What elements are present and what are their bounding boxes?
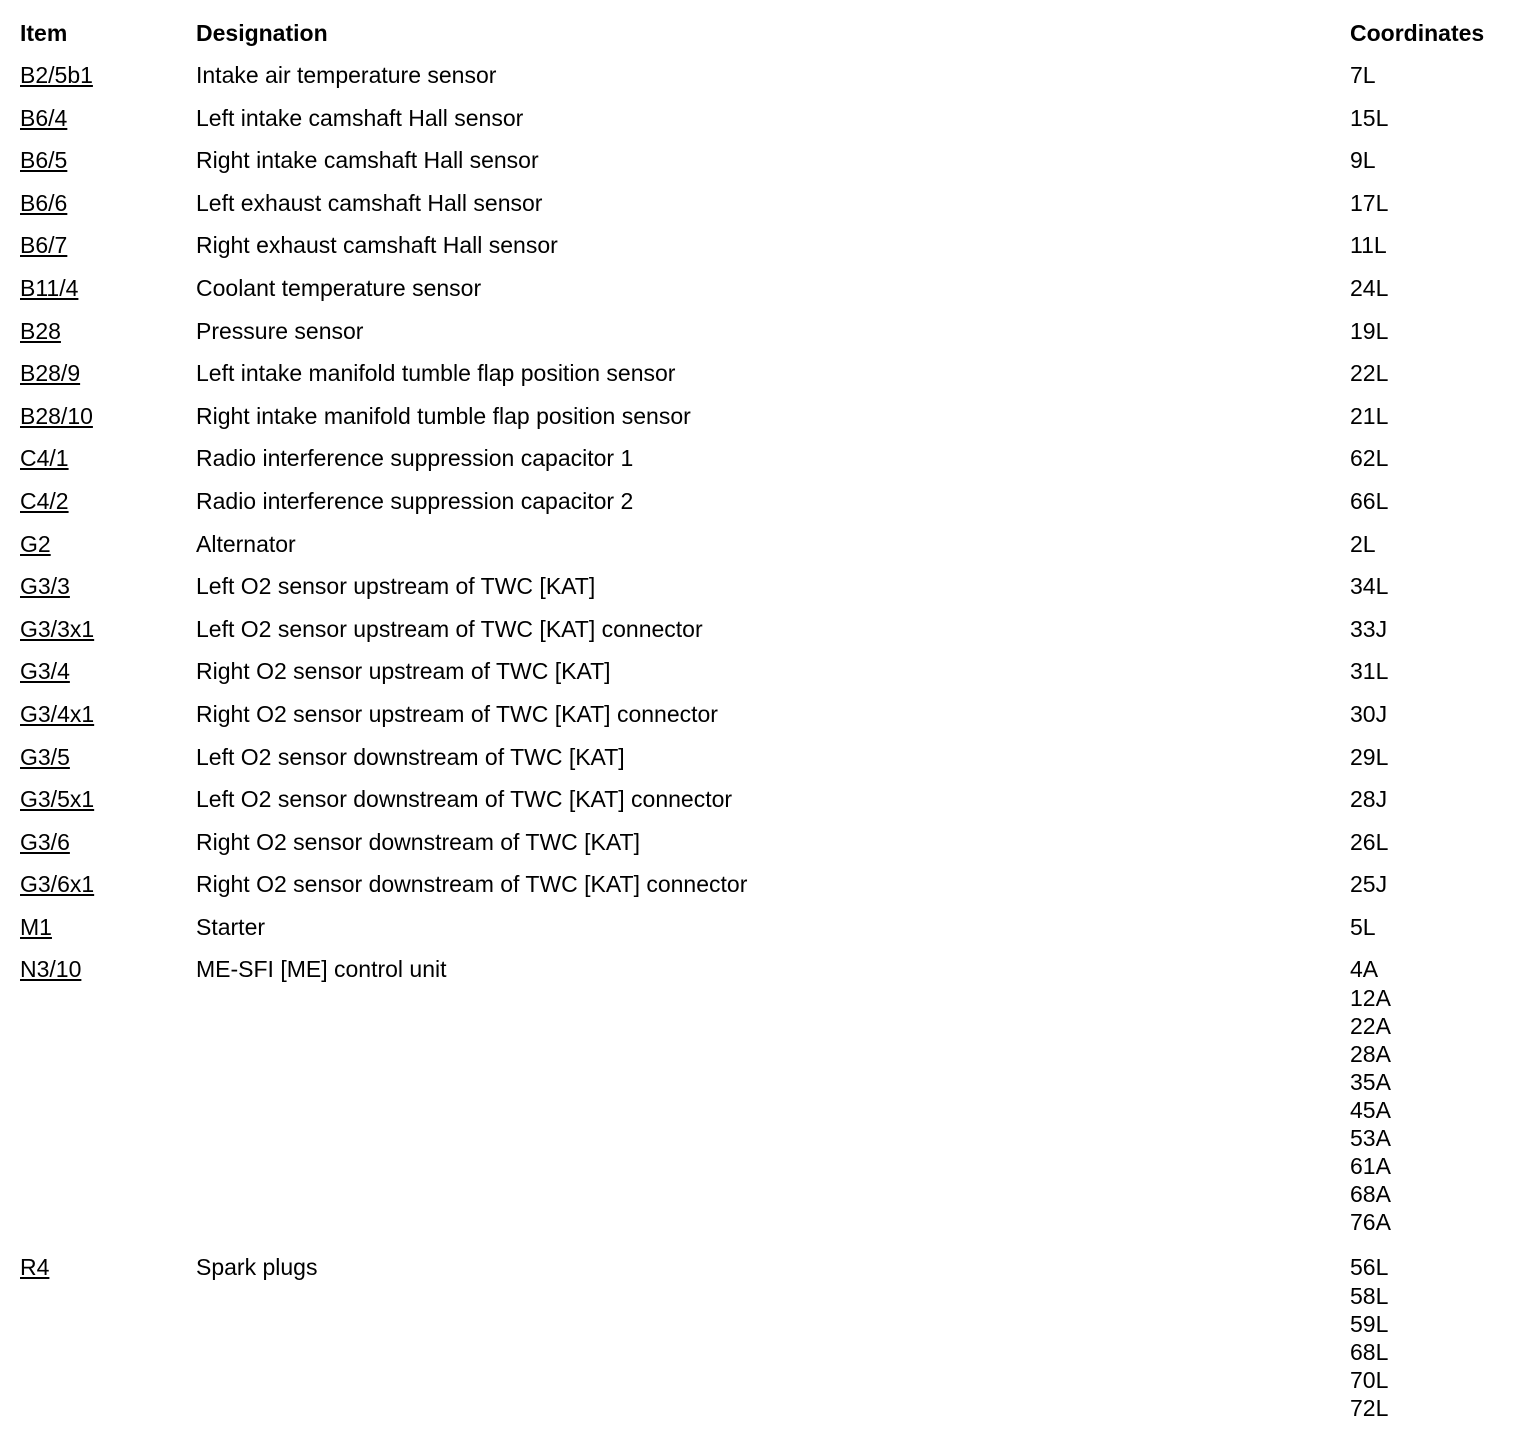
designation-text: ME-SFI [ME] control unit <box>196 956 447 983</box>
coordinates-cell <box>1350 358 1388 388</box>
table-row <box>0 401 1520 444</box>
coordinate-value: 22A <box>1350 1013 1391 1040</box>
designation-text: Left O2 sensor downstream of TWC [KAT] <box>196 743 625 770</box>
coordinate-value: 45A <box>1350 1097 1391 1124</box>
table-row <box>0 614 1520 657</box>
designation-text: Right O2 sensor downstream of TWC [KAT] connector <box>196 871 748 898</box>
designation-text: Left intake camshaft Hall sensor <box>196 104 524 131</box>
designation-text: Left O2 sensor upstream of TWC [KAT] <box>196 573 596 600</box>
coordinate-value: 24L <box>1350 274 1389 301</box>
coordinates-cell <box>1350 954 1391 1236</box>
table-row <box>0 571 1520 614</box>
coordinate-value: 22L <box>1350 360 1389 387</box>
item-link[interactable]: G3/5 <box>20 743 70 770</box>
coordinates-cell <box>1350 869 1387 899</box>
coordinates-cell <box>1350 316 1388 346</box>
table-row <box>0 656 1520 699</box>
coordinate-value: 9L <box>1350 147 1376 174</box>
coordinates-cell <box>1350 188 1388 218</box>
table-row <box>0 869 1520 912</box>
item-link[interactable]: R4 <box>20 1254 50 1281</box>
coordinate-value: 4A <box>1350 956 1379 983</box>
item-link[interactable]: C4/1 <box>20 445 69 472</box>
table-row <box>0 230 1520 273</box>
header-item: Item <box>20 20 68 46</box>
item-link[interactable]: G3/5x1 <box>20 786 95 813</box>
table-row <box>0 784 1520 827</box>
designation-text: Left O2 sensor upstream of TWC [KAT] connector <box>196 615 703 642</box>
coordinates-cell <box>1350 1252 1388 1422</box>
designation-text: Left exhaust camshaft Hall sensor <box>196 189 543 216</box>
coordinates-cell <box>1350 273 1388 303</box>
table-row <box>0 529 1520 572</box>
table-row <box>0 103 1520 146</box>
designation-text: Right intake camshaft Hall sensor <box>196 147 539 174</box>
coordinate-value: 28J <box>1350 786 1388 813</box>
table-header <box>0 18 1520 48</box>
coordinate-value: 35A <box>1350 1069 1391 1096</box>
table-row <box>0 60 1520 103</box>
item-link[interactable]: B28/9 <box>20 360 81 387</box>
designation-text: Left O2 sensor downstream of TWC [KAT] connector <box>196 786 733 813</box>
coordinate-value: 5L <box>1350 913 1376 940</box>
coordinate-value: 29L <box>1350 743 1389 770</box>
designation-text: Radio interference suppression capacitor 1 <box>196 445 634 472</box>
coordinates-cell <box>1350 827 1388 857</box>
table-row <box>0 827 1520 870</box>
coordinates-cell <box>1350 401 1388 431</box>
coordinate-value: 21L <box>1350 402 1389 429</box>
designation-text: Intake air temperature sensor <box>196 62 497 88</box>
table-row <box>0 145 1520 188</box>
coordinates-cell <box>1350 486 1388 516</box>
designation-text: Coolant temperature sensor <box>196 274 482 301</box>
coordinate-value: 58L <box>1350 1283 1389 1310</box>
designation-text: Starter <box>196 913 266 940</box>
coordinate-value: 33J <box>1350 615 1388 642</box>
coordinate-value: 7L <box>1350 62 1376 88</box>
table-row <box>0 358 1520 401</box>
coordinate-value: 56L <box>1350 1254 1389 1281</box>
coordinate-value: 61A <box>1350 1153 1391 1180</box>
item-link[interactable]: G3/3x1 <box>20 615 95 642</box>
coordinate-value: 12A <box>1350 985 1391 1012</box>
coordinates-cell <box>1350 571 1388 601</box>
coordinates-cell <box>1350 784 1387 814</box>
coordinate-value: 17L <box>1350 189 1389 216</box>
item-link[interactable]: G3/6 <box>20 828 70 855</box>
item-link[interactable]: B2/5b1 <box>20 62 93 88</box>
coordinate-value: 25J <box>1350 871 1388 898</box>
coordinate-value: 31L <box>1350 658 1389 685</box>
item-link[interactable]: N3/10 <box>20 956 82 983</box>
item-link[interactable]: M1 <box>20 913 52 940</box>
coordinates-cell <box>1350 656 1388 686</box>
header-designation: Designation <box>196 20 328 46</box>
coordinate-value: 68L <box>1350 1339 1389 1366</box>
table-body <box>0 60 1520 1438</box>
coordinate-value: 15L <box>1350 104 1389 131</box>
table-row <box>0 954 1520 1252</box>
item-link[interactable]: G3/3 <box>20 573 70 600</box>
coordinates-cell <box>1350 443 1388 473</box>
coordinate-value: 11L <box>1350 232 1387 259</box>
designation-text: Radio interference suppression capacitor 2 <box>196 487 634 514</box>
coordinate-value: 2L <box>1350 530 1376 557</box>
coordinates-cell <box>1350 230 1387 260</box>
table-row <box>0 443 1520 486</box>
item-link[interactable]: B28 <box>20 317 61 344</box>
designation-text: Right exhaust camshaft Hall sensor <box>196 232 558 259</box>
designation-text: Alternator <box>196 530 296 557</box>
coordinate-value: 66L <box>1350 487 1389 514</box>
table-row <box>0 486 1520 529</box>
designation-text: Spark plugs <box>196 1254 318 1281</box>
coordinate-value: 30J <box>1350 700 1388 727</box>
designation-text: Right O2 sensor upstream of TWC [KAT] <box>196 658 611 685</box>
coordinates-cell <box>1350 742 1388 772</box>
coordinate-value: 76A <box>1350 1209 1391 1236</box>
coordinate-value: 70L <box>1350 1367 1389 1394</box>
item-link[interactable]: G3/4 <box>20 658 70 685</box>
header-coordinates: Coordinates <box>1350 20 1485 46</box>
coordinates-cell <box>1350 103 1388 133</box>
coordinate-value: 34L <box>1350 573 1389 600</box>
coordinate-value: 19L <box>1350 317 1389 344</box>
item-link[interactable]: C4/2 <box>20 487 69 514</box>
item-link[interactable]: B11/4 <box>20 274 79 301</box>
coordinate-value: 59L <box>1350 1311 1389 1338</box>
coordinates-cell <box>1350 60 1376 90</box>
item-link[interactable]: B28/10 <box>20 402 93 429</box>
item-link[interactable]: G3/4x1 <box>20 700 95 727</box>
coordinates-cell <box>1350 145 1376 175</box>
table-row <box>0 316 1520 359</box>
item-link[interactable]: B6/6 <box>20 189 68 216</box>
coordinate-value: 68A <box>1350 1181 1391 1208</box>
table-row <box>0 188 1520 231</box>
table-row <box>0 1252 1520 1438</box>
coordinate-value: 26L <box>1350 828 1389 855</box>
table-row <box>0 912 1520 955</box>
designation-text: Left intake manifold tumble flap position sensor <box>196 360 676 387</box>
coordinates-cell <box>1350 529 1376 559</box>
item-link[interactable]: G2 <box>20 530 51 557</box>
item-link[interactable]: B6/5 <box>20 147 68 174</box>
coordinate-value: 28A <box>1350 1041 1391 1068</box>
coordinate-value: 72L <box>1350 1395 1389 1422</box>
coordinate-value: 53A <box>1350 1125 1391 1152</box>
designation-text: Right intake manifold tumble flap position sensor <box>196 402 691 429</box>
coordinates-cell <box>1350 614 1387 644</box>
table-row <box>0 699 1520 742</box>
table-row <box>0 273 1520 316</box>
item-link[interactable]: B6/7 <box>20 232 68 259</box>
coordinate-value: 62L <box>1350 445 1389 472</box>
item-link[interactable]: B6/4 <box>20 104 68 131</box>
table-row <box>0 742 1520 785</box>
designation-text: Right O2 sensor downstream of TWC [KAT] <box>196 828 640 855</box>
coordinates-cell <box>1350 699 1387 729</box>
designation-text: Right O2 sensor upstream of TWC [KAT] connector <box>196 700 718 727</box>
item-link[interactable]: G3/6x1 <box>20 871 95 898</box>
coordinates-cell <box>1350 912 1376 942</box>
designation-text: Pressure sensor <box>196 317 364 344</box>
